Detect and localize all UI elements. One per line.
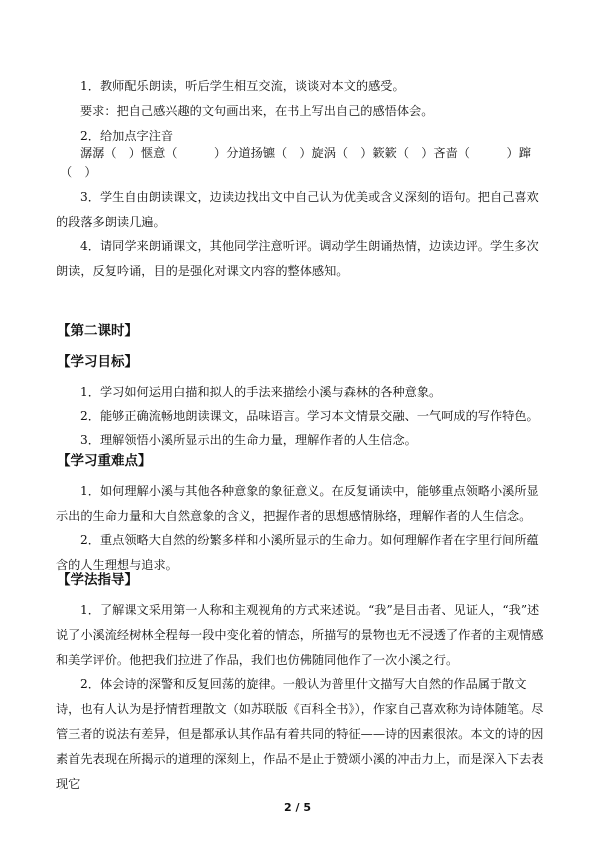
goal-item: 3．理解领悟小溪所显示出的生命力量，理解作者的人生信念。	[80, 433, 417, 447]
study-method-heading: 【学法指导】	[57, 572, 138, 588]
pinyin-exercise-line-2: （ ）	[60, 165, 97, 179]
paragraph-1-requirement: 要求：把自己感兴趣的文句画出来，在书上写出自己的感悟体会。	[80, 104, 434, 118]
difficulty-item: 1．如何理解小溪与其他各种意象的象征意义。在反复诵读中，能够重点领略小溪所显示出的生命力量和大自然意象的含义，把握作者的思想感情脉络，理解作者的人生信念。	[56, 484, 539, 523]
paragraph-4: 4．请同学来朗诵课文，其他同学注意听评。调动学生朗诵热情，边读边评。学生多次朗读，反复吟诵，目的是强化对课文内容的整体感知。	[56, 239, 539, 278]
paragraph-1: 1．教师配乐朗读，听后学生相互交流，谈谈对本文的感受。	[80, 79, 405, 93]
method-item: 2．体会诗的深警和反复回荡的旋律。一般认为普里什文描写大自然的作品属于散文诗，也有人认为是抒情哲理散文（如苏联版《百科全书》），作家自己喜欢称为诗体随笔。尽管三者的说法有差异，但是都承认其作品有着共同的特征——诗的因素很浓。本文的诗的因素首先表现在所揭示的道理的深刻上，作品不是止于赞颂小溪的冲击力上，而是深入下去表现它	[56, 677, 544, 791]
paragraph-3: 3．学生自由朗读课文，边读边找出文中自己认为优美或含义深刻的语句。把自己喜欢的段落多朗读几遍。	[56, 190, 539, 229]
pinyin-exercise-line-1: 潺潺（ ）惬意（ ）分道扬镳（ ）旋涡（ ）簌簌（ ）吝啬（ ）蹿	[80, 146, 531, 160]
page-number: 2 / 5	[284, 801, 311, 814]
goal-item: 1．学习如何运用白描和拟人的手法来描绘小溪与森林的各种意象。	[80, 385, 442, 399]
goal-item: 2．能够正确流畅地朗读课文，品味语言。学习本文情景交融、一气呵成的写作特色。	[80, 409, 539, 423]
method-item: 1．了解课文采用第一人称和主观视角的方式来述说。“我”是目击者、见证人，“我”述说了小溪流经树林全程每一段中变化着的情态，所描写的景物也无不浸透了作者的主观情感和美学评价。他把我们拉进了作品，我们也仿佛随同他作了一次小溪之行。	[56, 603, 544, 667]
session-2-heading: 【第二课时】	[57, 323, 138, 339]
key-difficulty-heading: 【学习重难点】	[57, 453, 152, 469]
difficulty-item: 2．重点领略大自然的纷繁多样和小溪所显示的生命力。如何理解作者在字里行间所蕴含的人生理想与追求。	[56, 533, 539, 572]
learning-goals-heading: 【学习目标】	[57, 354, 138, 370]
paragraph-2-title: 2．给加点字注音	[80, 129, 174, 143]
